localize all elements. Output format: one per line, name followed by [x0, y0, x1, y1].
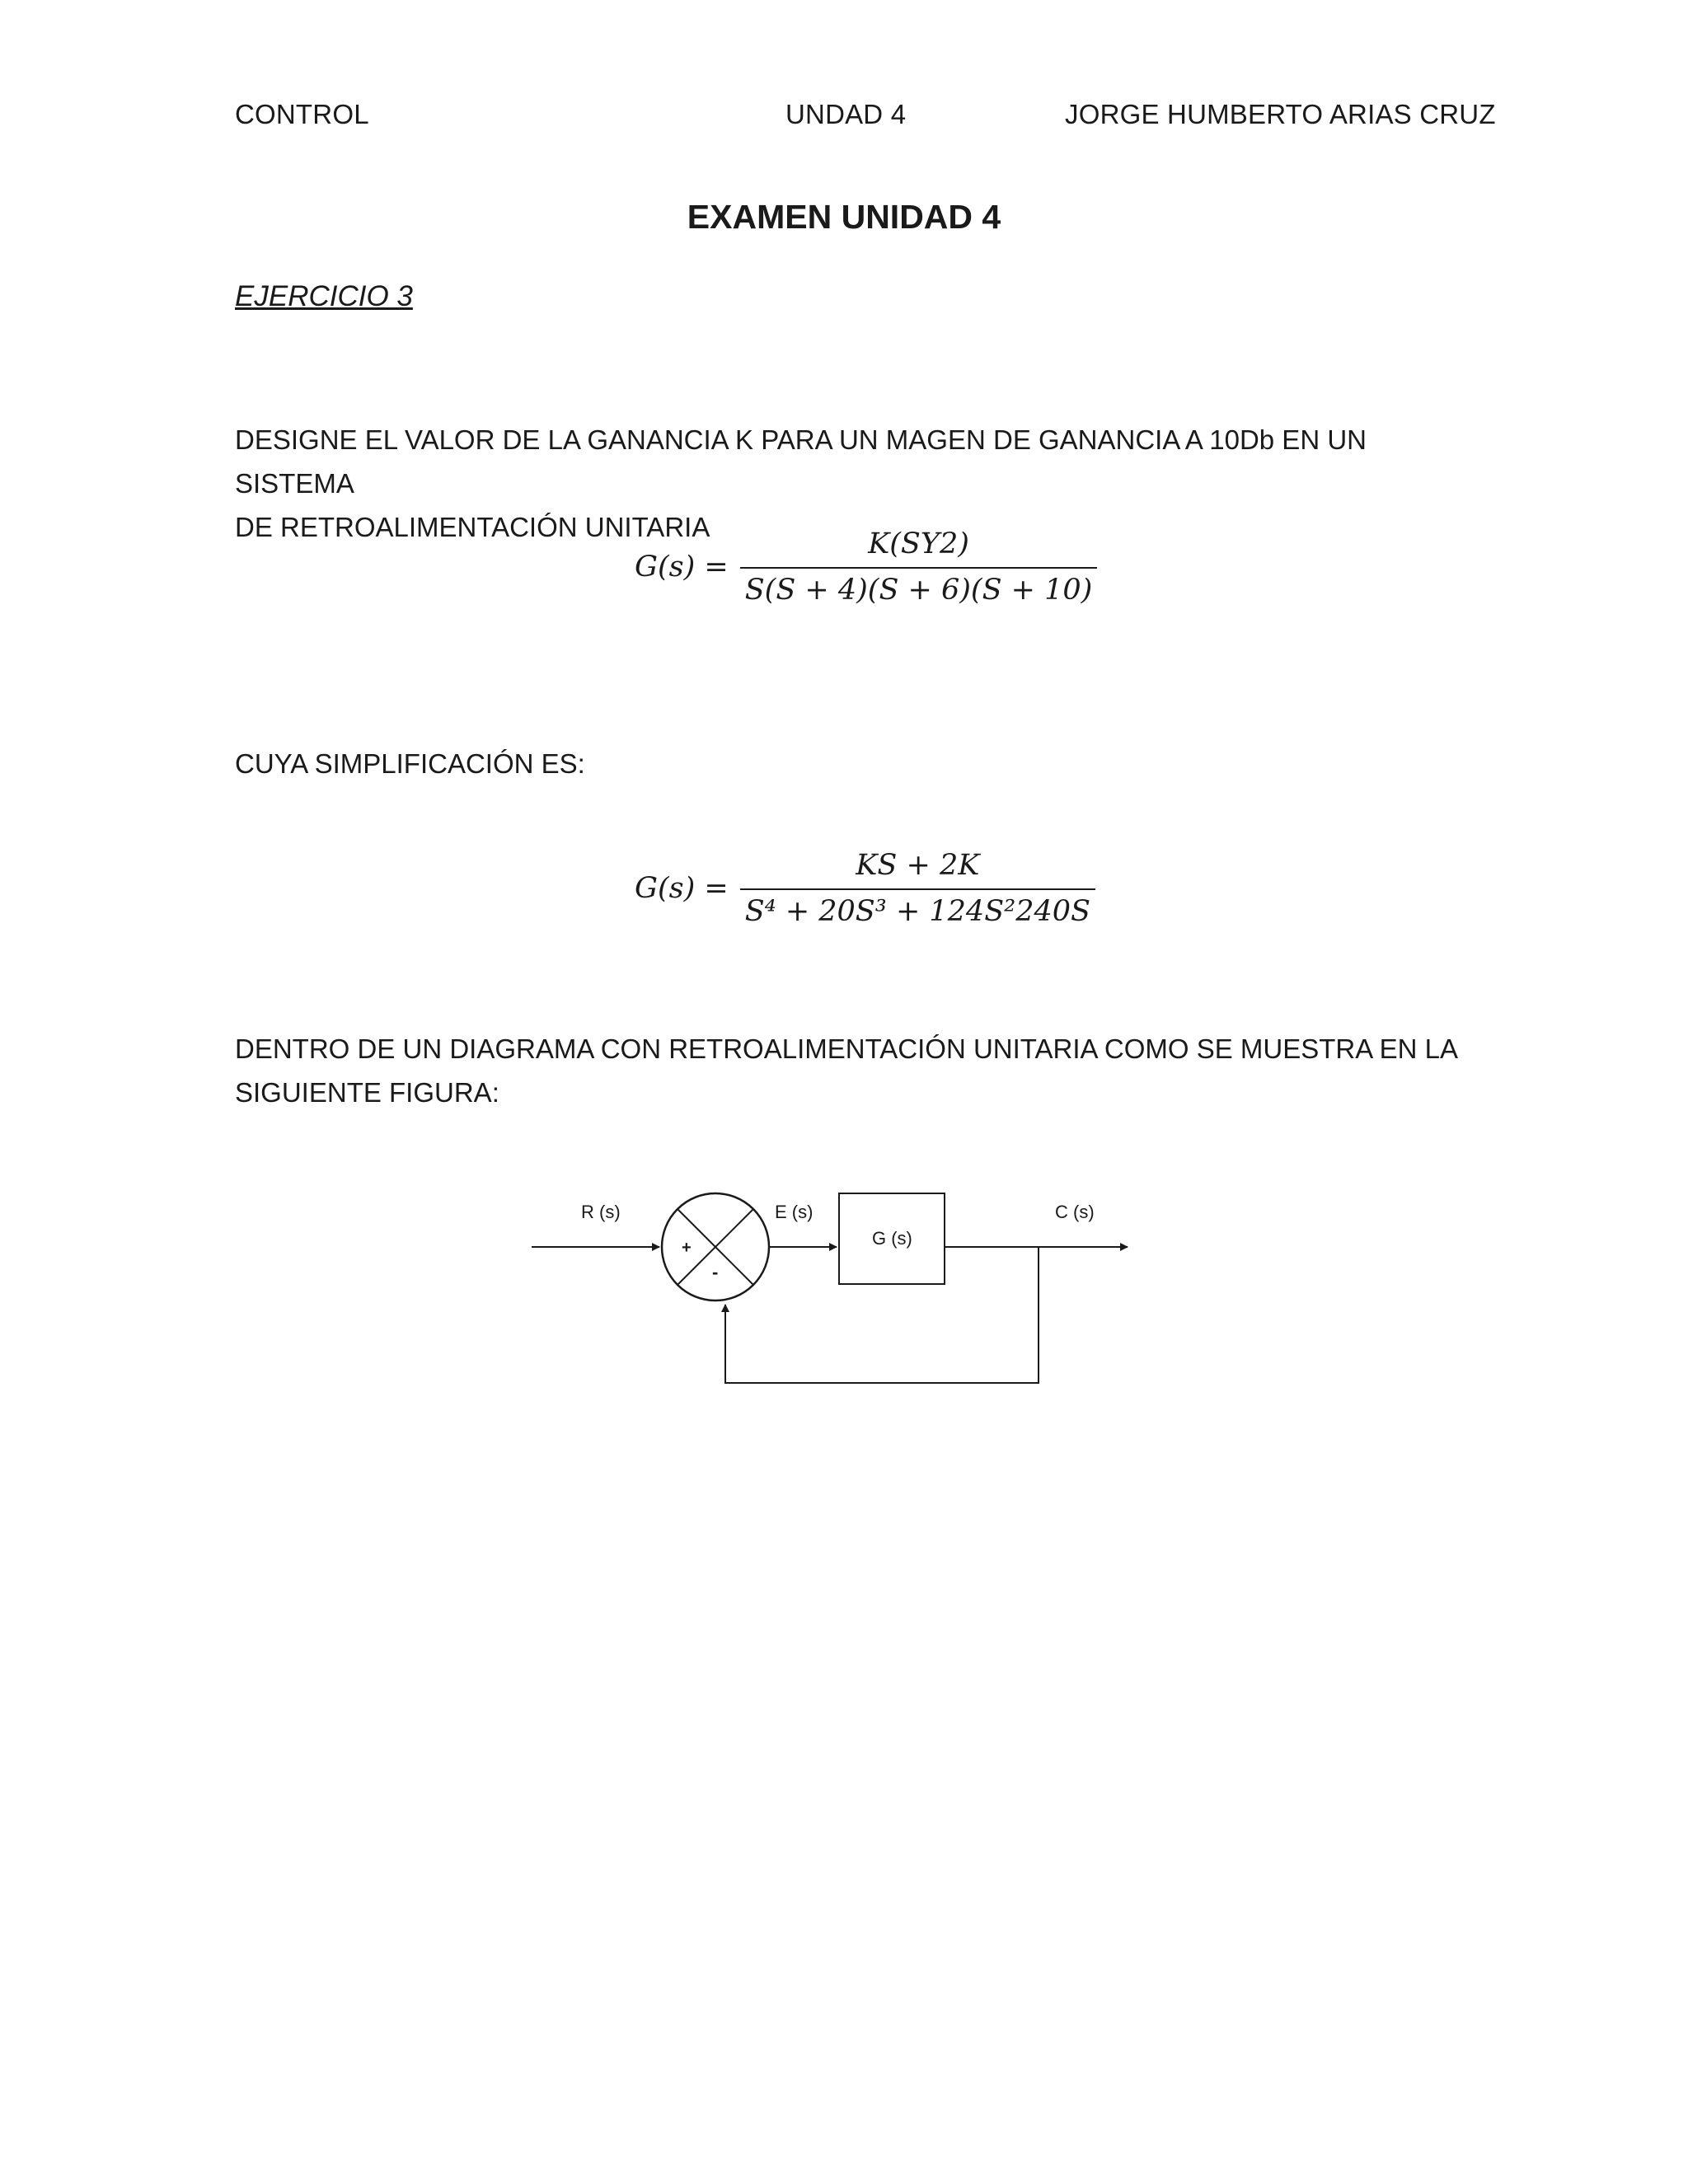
diagram-intro-line-1: DENTRO DE UN DIAGRAMA CON RETROALIMENTACIÓN UNITARIA COMO SE MUESTRA EN LA — [235, 1033, 1458, 1064]
equation-denominator: S⁴ + 20S³ + 124S²240S — [740, 888, 1095, 928]
output-label: C (s) — [1055, 1202, 1095, 1222]
equation-numerator: K(SY2) — [868, 527, 969, 560]
equation-numerator: KS + 2K — [856, 849, 980, 882]
problem-statement-line-2: DE RETROALIMENTACIÓN UNITARIA — [235, 512, 710, 542]
plus-sign: + — [682, 1239, 692, 1257]
equation-fraction — [740, 849, 1095, 928]
minus-sign: - — [712, 1262, 719, 1282]
problem-statement-line-1: DESIGNE EL VALOR DE LA GANANCIA K PARA UN MAGEN DE GANANCIA A 10Db EN UN SISTEMA — [235, 424, 1367, 499]
equation-denominator: S(S + 4)(S + 6)(S + 10) — [740, 567, 1098, 607]
document-title: EXAMEN UNIDAD 4 — [687, 198, 1001, 236]
equation-lhs: G(s) = — [635, 551, 729, 583]
equation-fraction — [740, 527, 1098, 607]
header-center: UNDAD 4 — [785, 99, 907, 129]
header-right: JORGE HUMBERTO ARIAS CRUZ — [1065, 99, 1496, 129]
diagram-intro-line-2: SIGUIENTE FIGURA: — [235, 1077, 499, 1108]
header-left: CONTROL — [235, 99, 369, 129]
diagram-intro — [235, 1027, 1471, 1114]
exercise-heading: EJERCICIO 3 — [235, 280, 413, 312]
feedback-block-diagram — [528, 1187, 1137, 1393]
equation-lhs: G(s) = — [635, 872, 729, 905]
simplified-transfer-function-equation — [635, 849, 1095, 928]
input-label: R (s) — [581, 1202, 621, 1222]
plant-block-label: G (s) — [872, 1228, 912, 1249]
summing-junction — [662, 1193, 769, 1301]
error-label: E (s) — [775, 1202, 814, 1222]
transfer-function-equation — [635, 527, 1097, 607]
simplification-intro: CUYA SIMPLIFICACIÓN ES: — [235, 748, 585, 779]
